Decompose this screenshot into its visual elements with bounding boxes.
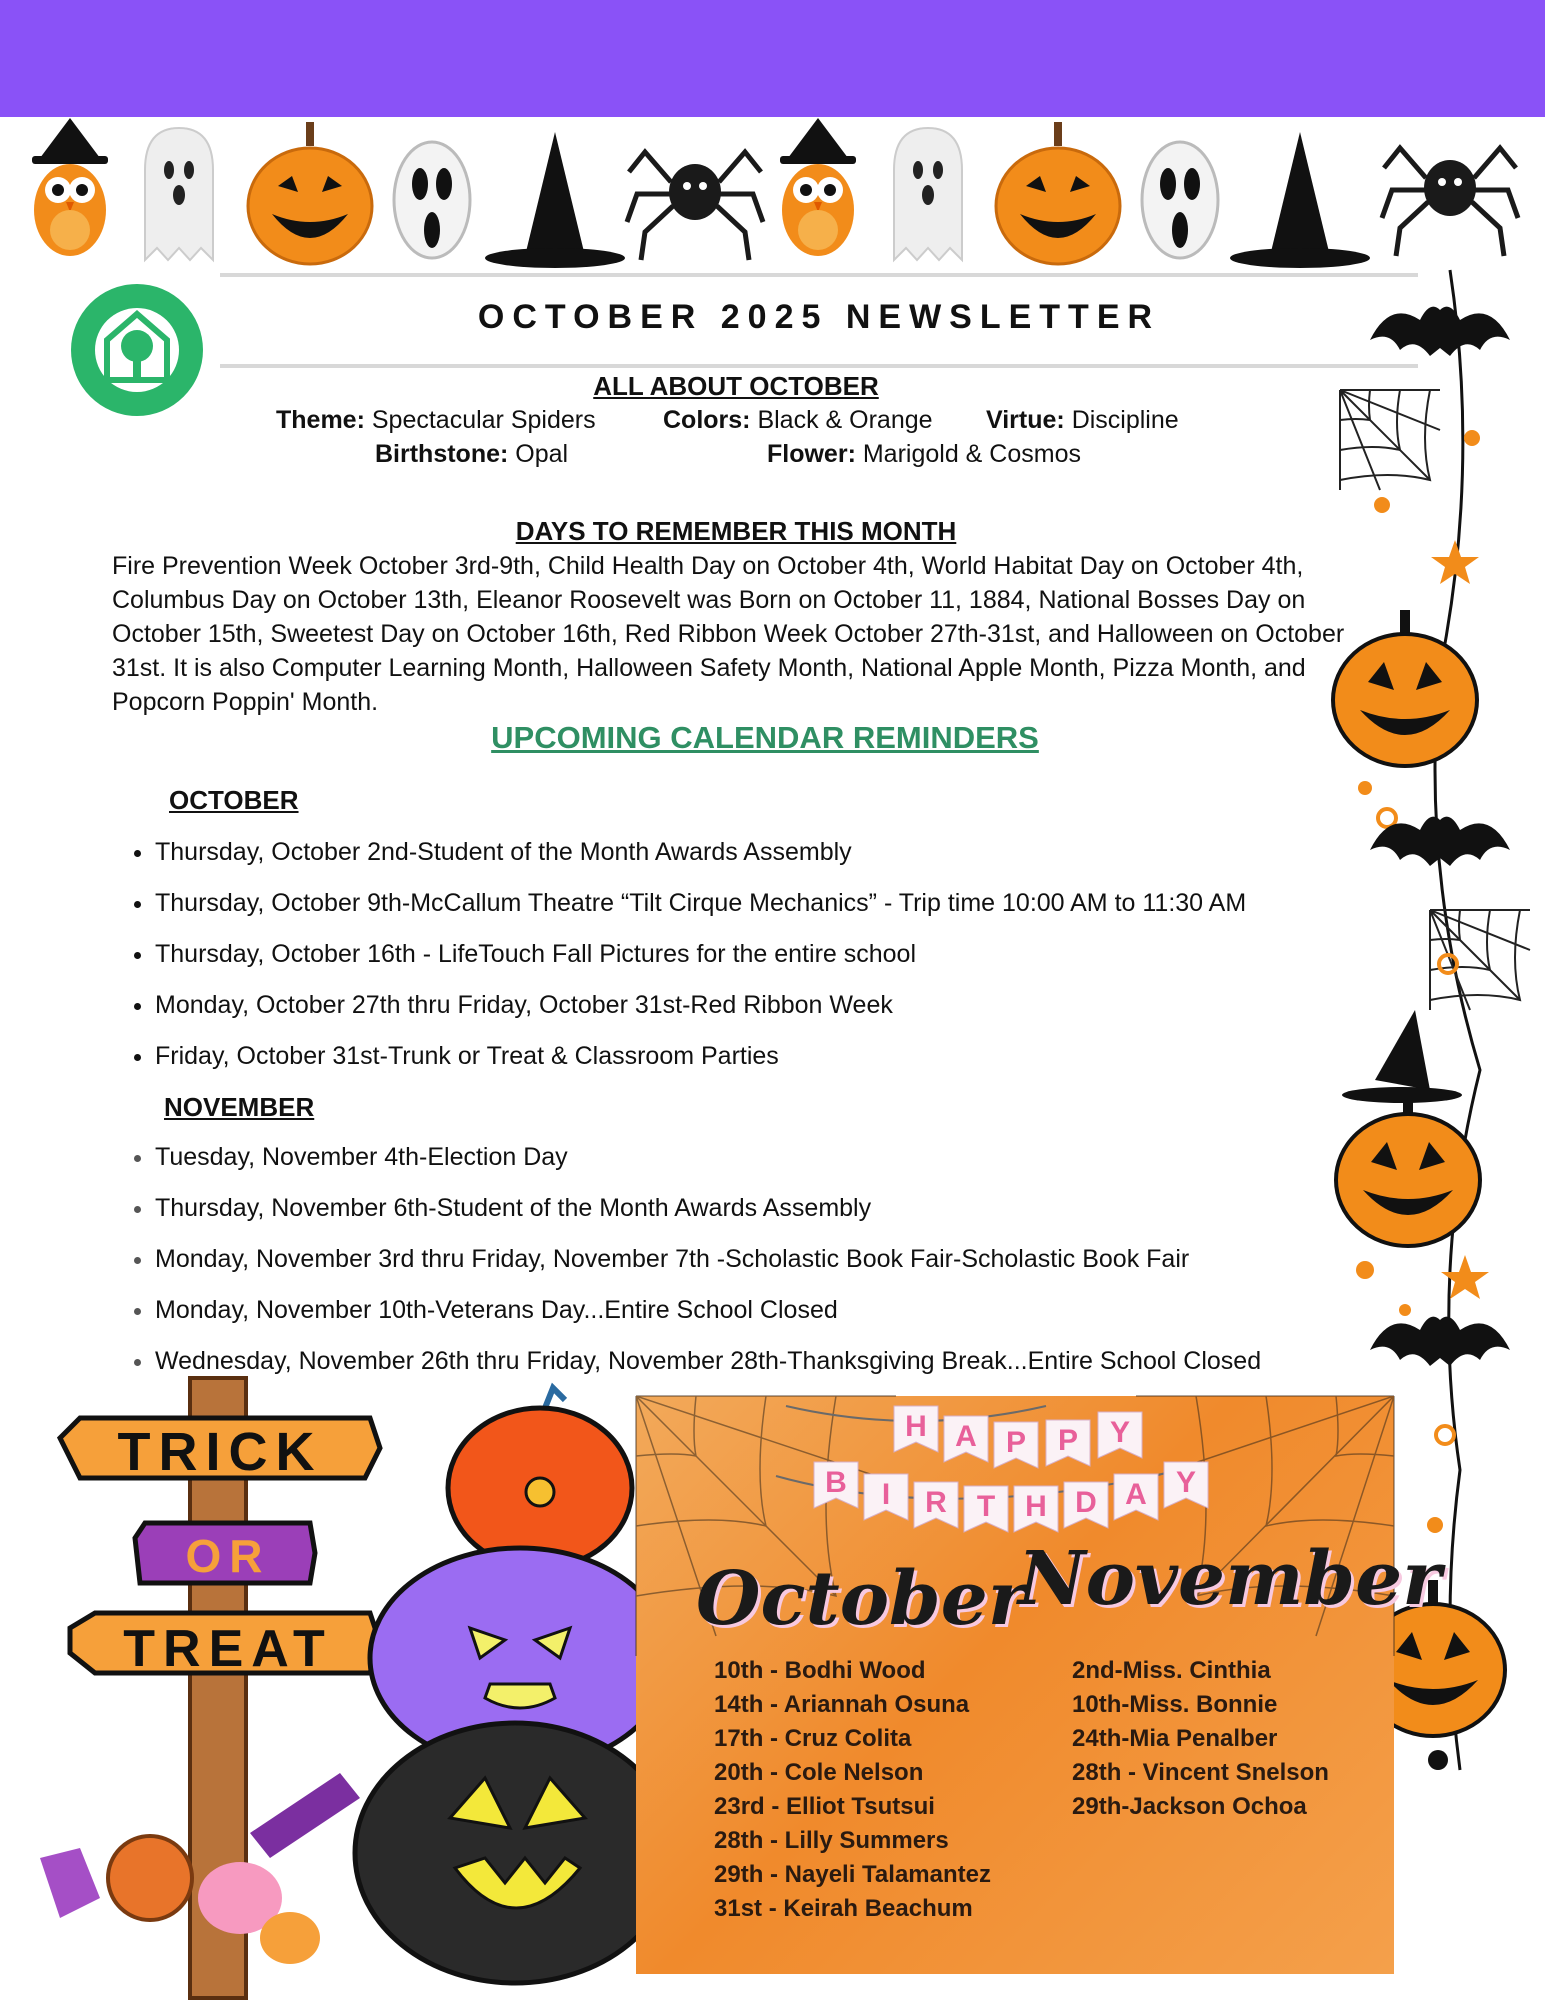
banner-letter: H	[905, 1410, 927, 1443]
birthstone-value: Opal	[515, 440, 569, 468]
virtue-label: Virtue:	[986, 406, 1065, 434]
banner-letter: I	[881, 1478, 891, 1511]
colors-label: Colors:	[663, 406, 751, 434]
theme-value: Spectacular Spiders	[371, 406, 596, 434]
november-birthday-item: 10th-Miss. Bonnie	[1072, 1691, 1278, 1718]
banner-flag	[814, 1462, 858, 1508]
reminders-heading: UPCOMING CALENDAR REMINDERS	[491, 720, 1039, 755]
header-rule-top	[220, 273, 1418, 277]
november-event-item: • Tuesday, November 4th-Election Day	[155, 1132, 1261, 1183]
banner-flag	[1064, 1482, 1108, 1528]
banner-flag	[944, 1416, 988, 1462]
november-birthdays-list	[1072, 1654, 1329, 1824]
halloween-icon-row	[30, 118, 1530, 270]
banner-letter: Y	[1175, 1466, 1197, 1499]
virtue-value: Discipline	[1071, 406, 1179, 434]
trick-or-treat-signpost	[40, 1378, 390, 1998]
banner-letter: D	[1075, 1486, 1097, 1519]
banner-flag	[1114, 1474, 1158, 1520]
october-birthdays-title: October	[696, 1556, 1027, 1642]
october-birthday-item: 29th - Nayeli Talamantez	[714, 1861, 991, 1888]
banner-letter: B	[825, 1466, 847, 1499]
sign-or-text: OR	[185, 1530, 271, 1582]
october-event-item: • Thursday, October 16th - LifeTouch Fall Pictures for the entire school	[155, 929, 1246, 980]
theme-label: Theme:	[276, 406, 365, 434]
october-event-item: • Monday, October 27th thru Friday, October 31st-Red Ribbon Week	[155, 980, 1246, 1031]
november-event-item: • Monday, November 3rd thru Friday, November 7th -Scholastic Book Fair-Scholastic Book Fair	[155, 1234, 1261, 1285]
october-birthdays-list	[714, 1654, 991, 1926]
sign-trick-text: TRICK	[117, 1422, 323, 1482]
about-heading: ALL ABOUT OCTOBER	[593, 371, 879, 401]
banner-flag	[894, 1406, 938, 1452]
october-event-item: • Thursday, October 2nd-Student of the Month Awards Assembly	[155, 827, 1246, 878]
days-heading: DAYS TO REMEMBER THIS MONTH	[515, 516, 957, 546]
november-event-item: • Wednesday, November 26th thru Friday, November 28th-Thanksgiving Break...Entire School Closed	[155, 1336, 1261, 1387]
banner-flag	[1014, 1486, 1058, 1532]
newsletter-title: OCTOBER 2025 NEWSLETTER	[477, 298, 1161, 336]
november-birthday-item: 24th-Mia Penalber	[1072, 1725, 1278, 1752]
banner-flag	[914, 1482, 958, 1528]
november-heading: NOVEMBER	[164, 1092, 315, 1122]
october-birthday-item: 14th - Ariannah Osuna	[714, 1691, 970, 1718]
header-rule-bottom	[220, 364, 1418, 368]
banner-letter: A	[955, 1420, 977, 1453]
october-birthday-item: 17th - Cruz Colita	[714, 1725, 912, 1752]
banner-flag	[1046, 1420, 1090, 1466]
days-paragraph: Fire Prevention Week October 3rd-9th, Child Health Day on October 4th, World Habitat Day on October 4th, Columbus Day on October 13th, Eleanor Roosevelt was Born on October 11, 1884, National Bosses Day on October 15th, Sweetest Day on October 16th, Red Ribbon Week October 27th-31st, and Halloween on October 31st. It is also Computer Learning Month, Halloween Safety Month, National Apple Month, Pizza Month, and Popcorn Poppin' Month.	[112, 552, 1345, 716]
october-events-list	[124, 827, 1246, 1082]
birthday-panel	[636, 1396, 1442, 1974]
banner-flag	[964, 1486, 1008, 1532]
november-birthday-item: 28th - Vincent Snelson	[1072, 1759, 1329, 1786]
banner-letter: P	[1005, 1426, 1027, 1459]
october-event-item: • Friday, October 31st-Trunk or Treat & Classroom Parties	[155, 1031, 1246, 1082]
about-virtue	[986, 406, 1179, 435]
october-heading: OCTOBER	[169, 785, 299, 815]
top-banner	[0, 0, 1545, 117]
banner-letter: Y	[1109, 1416, 1131, 1449]
october-event-item: • Thursday, October 9th-McCallum Theatre “Tilt Cirque Mechanics” - Trip time 10:00 AM to 11:30 AM	[155, 878, 1246, 929]
banner-letter: H	[1025, 1490, 1047, 1523]
october-birthday-item: 20th - Cole Nelson	[714, 1759, 924, 1786]
banner-letter: T	[976, 1490, 996, 1523]
banner-letter: A	[1125, 1478, 1147, 1511]
flower-label: Flower:	[767, 440, 856, 468]
november-event-item: • Thursday, November 6th-Student of the Month Awards Assembly	[155, 1183, 1261, 1234]
october-birthday-item: 10th - Bodhi Wood	[714, 1657, 926, 1684]
november-birthdays-title: November	[1018, 1536, 1442, 1622]
banner-flag	[1098, 1412, 1142, 1458]
about-colors	[663, 406, 933, 435]
about-birthstone	[375, 440, 568, 469]
october-birthday-item: 28th - Lilly Summers	[714, 1827, 949, 1854]
sign-treat-text: TREAT	[123, 1620, 333, 1678]
november-birthday-item: 2nd-Miss. Cinthia	[1072, 1657, 1271, 1684]
banner-letter: P	[1057, 1424, 1079, 1457]
october-birthday-item: 23rd - Elliot Tsutsui	[714, 1793, 935, 1820]
november-events-list	[124, 1132, 1261, 1387]
birthstone-label: Birthstone:	[375, 440, 509, 468]
october-birthday-item: 31st - Keirah Beachum	[714, 1895, 973, 1922]
november-event-item: • Monday, November 10th-Veterans Day...Entire School Closed	[155, 1285, 1261, 1336]
banner-flag	[1164, 1462, 1208, 1508]
november-birthday-item: 29th-Jackson Ochoa	[1072, 1793, 1307, 1820]
banner-flag	[864, 1474, 908, 1520]
banner-letter: R	[925, 1486, 947, 1519]
about-theme	[276, 406, 596, 435]
colors-value: Black & Orange	[757, 406, 933, 434]
banner-flag	[994, 1422, 1038, 1468]
about-flower	[767, 440, 1081, 469]
flower-value: Marigold & Cosmos	[862, 440, 1081, 468]
